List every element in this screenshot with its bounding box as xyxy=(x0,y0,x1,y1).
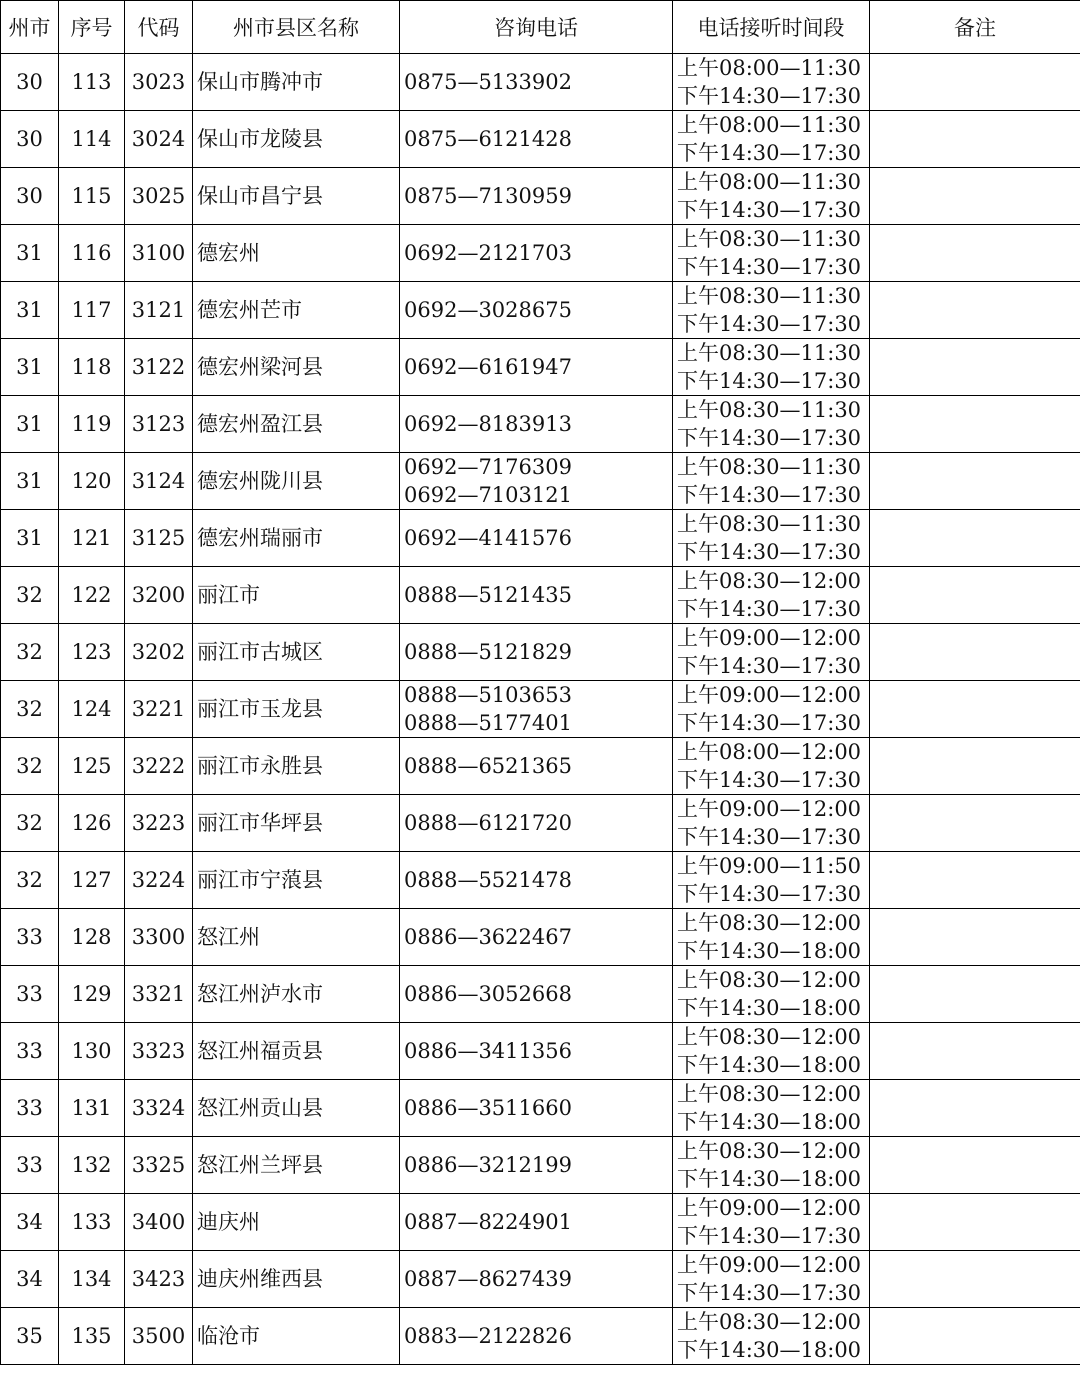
cell-code: 3222 xyxy=(125,738,193,795)
cell-name: 保山市腾冲市 xyxy=(193,54,400,111)
hours-morning: 上午08:00—11:30 xyxy=(677,56,862,80)
cell-seq: 124 xyxy=(59,681,125,738)
cell-note xyxy=(870,111,1080,168)
phone-number: 0888—6521365 xyxy=(404,754,572,778)
cell-hours xyxy=(673,624,870,681)
table-row xyxy=(1,624,1080,681)
cell-code: 3025 xyxy=(125,168,193,225)
cell-city: 35 xyxy=(1,1308,59,1365)
cell-city: 32 xyxy=(1,567,59,624)
hours-morning: 上午08:30—12:00 xyxy=(677,911,862,935)
cell-phone xyxy=(400,1137,673,1194)
cell-name: 德宏州芒市 xyxy=(193,282,400,339)
phone-number: 0888—5103653 xyxy=(404,683,572,707)
hours-afternoon: 下午14:30—18:00 xyxy=(677,1338,862,1362)
table-row xyxy=(1,681,1080,738)
cell-phone xyxy=(400,1023,673,1080)
cell-phone xyxy=(400,1308,673,1365)
hours-afternoon: 下午14:30—18:00 xyxy=(677,939,862,963)
table-row xyxy=(1,852,1080,909)
cell-name: 保山市昌宁县 xyxy=(193,168,400,225)
hours-morning: 上午08:30—11:30 xyxy=(677,398,862,422)
cell-city: 32 xyxy=(1,795,59,852)
hours-morning: 上午09:00—11:50 xyxy=(677,854,862,878)
hours-afternoon: 下午14:30—17:30 xyxy=(677,198,862,222)
table-row xyxy=(1,738,1080,795)
cell-phone xyxy=(400,111,673,168)
cell-seq: 130 xyxy=(59,1023,125,1080)
cell-hours xyxy=(673,282,870,339)
cell-phone xyxy=(400,54,673,111)
phone-number: 0886—3411356 xyxy=(404,1039,572,1063)
cell-phone xyxy=(400,909,673,966)
header-city: 州市 xyxy=(1,1,59,54)
hours-afternoon: 下午14:30—17:30 xyxy=(677,711,862,735)
cell-hours xyxy=(673,795,870,852)
cell-note xyxy=(870,795,1080,852)
table-row xyxy=(1,453,1080,510)
cell-name: 保山市龙陵县 xyxy=(193,111,400,168)
cell-name: 丽江市华坪县 xyxy=(193,795,400,852)
cell-note xyxy=(870,1251,1080,1308)
cell-hours xyxy=(673,966,870,1023)
cell-seq: 122 xyxy=(59,567,125,624)
cell-city: 33 xyxy=(1,909,59,966)
cell-phone xyxy=(400,225,673,282)
cell-phone xyxy=(400,852,673,909)
cell-seq: 113 xyxy=(59,54,125,111)
header-hours: 电话接听时间段 xyxy=(673,1,870,54)
cell-name: 怒江州兰坪县 xyxy=(193,1137,400,1194)
phone-number: 0888—6121720 xyxy=(404,811,572,835)
hours-morning: 上午08:00—12:00 xyxy=(677,740,862,764)
table-row xyxy=(1,1194,1080,1251)
cell-name: 迪庆州维西县 xyxy=(193,1251,400,1308)
cell-note xyxy=(870,396,1080,453)
hours-morning: 上午08:00—11:30 xyxy=(677,170,862,194)
cell-code: 3300 xyxy=(125,909,193,966)
table-row xyxy=(1,111,1080,168)
hours-morning: 上午08:30—12:00 xyxy=(677,1082,862,1106)
phone-number: 0888—5121829 xyxy=(404,640,572,664)
table-row xyxy=(1,339,1080,396)
phone-number: 0692—2121703 xyxy=(404,241,572,265)
cell-phone xyxy=(400,966,673,1023)
cell-note xyxy=(870,567,1080,624)
cell-code: 3202 xyxy=(125,624,193,681)
cell-seq: 126 xyxy=(59,795,125,852)
cell-note xyxy=(870,1023,1080,1080)
phone-number: 0883—2122826 xyxy=(404,1324,572,1348)
phone-number: 0888—5177401 xyxy=(404,711,572,735)
phone-number: 0692—4141576 xyxy=(404,526,572,550)
cell-phone xyxy=(400,396,673,453)
phone-number: 0886—3212199 xyxy=(404,1153,572,1177)
cell-name: 丽江市 xyxy=(193,567,400,624)
cell-seq: 131 xyxy=(59,1080,125,1137)
cell-name: 德宏州瑞丽市 xyxy=(193,510,400,567)
table-row xyxy=(1,54,1080,111)
cell-seq: 118 xyxy=(59,339,125,396)
phone-number: 0888—5121435 xyxy=(404,583,572,607)
cell-note xyxy=(870,624,1080,681)
cell-code: 3100 xyxy=(125,225,193,282)
cell-note xyxy=(870,168,1080,225)
table-row xyxy=(1,282,1080,339)
table-row xyxy=(1,510,1080,567)
table-row xyxy=(1,168,1080,225)
hours-morning: 上午08:30—11:30 xyxy=(677,455,862,479)
cell-code: 3125 xyxy=(125,510,193,567)
cell-city: 34 xyxy=(1,1251,59,1308)
hours-morning: 上午08:30—12:00 xyxy=(677,1310,862,1334)
cell-phone xyxy=(400,624,673,681)
cell-note xyxy=(870,282,1080,339)
hours-morning: 上午09:00—12:00 xyxy=(677,683,862,707)
cell-note xyxy=(870,1137,1080,1194)
phone-number: 0692—7176309 xyxy=(404,455,572,479)
table-row xyxy=(1,225,1080,282)
cell-code: 3423 xyxy=(125,1251,193,1308)
phone-number: 0886—3622467 xyxy=(404,925,572,949)
phone-number: 0886—3052668 xyxy=(404,982,572,1006)
cell-name: 德宏州梁河县 xyxy=(193,339,400,396)
cell-note xyxy=(870,852,1080,909)
phone-number: 0886—3511660 xyxy=(404,1096,572,1120)
hours-morning: 上午09:00—12:00 xyxy=(677,626,862,650)
table-row xyxy=(1,567,1080,624)
cell-city: 33 xyxy=(1,1023,59,1080)
cell-note xyxy=(870,1080,1080,1137)
cell-hours xyxy=(673,111,870,168)
cell-name: 怒江州 xyxy=(193,909,400,966)
cell-city: 31 xyxy=(1,225,59,282)
cell-code: 3223 xyxy=(125,795,193,852)
cell-phone xyxy=(400,339,673,396)
table-row xyxy=(1,909,1080,966)
hours-morning: 上午09:00—12:00 xyxy=(677,797,862,821)
cell-city: 31 xyxy=(1,282,59,339)
cell-hours xyxy=(673,339,870,396)
hours-morning: 上午08:30—12:00 xyxy=(677,1139,862,1163)
cell-city: 32 xyxy=(1,624,59,681)
cell-name: 丽江市宁蒗县 xyxy=(193,852,400,909)
hours-morning: 上午08:30—12:00 xyxy=(677,1025,862,1049)
cell-hours xyxy=(673,1194,870,1251)
cell-phone xyxy=(400,510,673,567)
hours-morning: 上午09:00—12:00 xyxy=(677,1196,862,1220)
phone-number: 0875—5133902 xyxy=(404,70,572,94)
cell-seq: 123 xyxy=(59,624,125,681)
cell-hours xyxy=(673,738,870,795)
cell-seq: 133 xyxy=(59,1194,125,1251)
table-row xyxy=(1,966,1080,1023)
cell-city: 32 xyxy=(1,681,59,738)
header-seq: 序号 xyxy=(59,1,125,54)
phone-number: 0692—3028675 xyxy=(404,298,572,322)
cell-name: 丽江市古城区 xyxy=(193,624,400,681)
cell-code: 3325 xyxy=(125,1137,193,1194)
cell-name: 怒江州泸水市 xyxy=(193,966,400,1023)
hours-morning: 上午08:30—12:00 xyxy=(677,968,862,992)
cell-name: 德宏州 xyxy=(193,225,400,282)
cell-hours xyxy=(673,54,870,111)
hours-afternoon: 下午14:30—17:30 xyxy=(677,768,862,792)
cell-seq: 120 xyxy=(59,453,125,510)
cell-code: 3321 xyxy=(125,966,193,1023)
cell-seq: 114 xyxy=(59,111,125,168)
hours-afternoon: 下午14:30—18:00 xyxy=(677,996,862,1020)
hours-afternoon: 下午14:30—18:00 xyxy=(677,1110,862,1134)
phone-number: 0888—5521478 xyxy=(404,868,572,892)
cell-note xyxy=(870,339,1080,396)
header-note: 备注 xyxy=(870,1,1080,54)
cell-hours xyxy=(673,396,870,453)
cell-code: 3024 xyxy=(125,111,193,168)
cell-seq: 129 xyxy=(59,966,125,1023)
cell-seq: 121 xyxy=(59,510,125,567)
hours-morning: 上午08:30—12:00 xyxy=(677,569,862,593)
cell-seq: 125 xyxy=(59,738,125,795)
cell-note xyxy=(870,1308,1080,1365)
cell-code: 3121 xyxy=(125,282,193,339)
cell-city: 32 xyxy=(1,852,59,909)
cell-seq: 135 xyxy=(59,1308,125,1365)
cell-hours xyxy=(673,1251,870,1308)
hours-morning: 上午09:00—12:00 xyxy=(677,1253,862,1277)
cell-hours xyxy=(673,1080,870,1137)
cell-hours xyxy=(673,510,870,567)
cell-city: 31 xyxy=(1,339,59,396)
cell-seq: 134 xyxy=(59,1251,125,1308)
cell-name: 迪庆州 xyxy=(193,1194,400,1251)
cell-phone xyxy=(400,1080,673,1137)
cell-code: 3123 xyxy=(125,396,193,453)
phone-number: 0875—7130959 xyxy=(404,184,572,208)
cell-city: 30 xyxy=(1,54,59,111)
hours-afternoon: 下午14:30—17:30 xyxy=(677,141,862,165)
cell-phone xyxy=(400,681,673,738)
hours-morning: 上午08:30—11:30 xyxy=(677,227,862,251)
cell-city: 30 xyxy=(1,111,59,168)
cell-phone xyxy=(400,1251,673,1308)
cell-seq: 115 xyxy=(59,168,125,225)
hours-afternoon: 下午14:30—17:30 xyxy=(677,84,862,108)
cell-note xyxy=(870,738,1080,795)
cell-city: 33 xyxy=(1,1137,59,1194)
table-row xyxy=(1,1137,1080,1194)
table-row xyxy=(1,1080,1080,1137)
cell-code: 3200 xyxy=(125,567,193,624)
table-row xyxy=(1,1251,1080,1308)
cell-name: 临沧市 xyxy=(193,1308,400,1365)
cell-seq: 127 xyxy=(59,852,125,909)
hours-afternoon: 下午14:30—17:30 xyxy=(677,483,862,507)
cell-code: 3124 xyxy=(125,453,193,510)
cell-code: 3221 xyxy=(125,681,193,738)
cell-phone xyxy=(400,738,673,795)
cell-hours xyxy=(673,453,870,510)
cell-city: 31 xyxy=(1,453,59,510)
cell-hours xyxy=(673,1137,870,1194)
cell-city: 31 xyxy=(1,510,59,567)
cell-name: 丽江市玉龙县 xyxy=(193,681,400,738)
cell-note xyxy=(870,966,1080,1023)
phone-number: 0875—6121428 xyxy=(404,127,572,151)
cell-city: 31 xyxy=(1,396,59,453)
cell-city: 34 xyxy=(1,1194,59,1251)
cell-hours xyxy=(673,681,870,738)
table-body xyxy=(1,54,1080,1365)
cell-city: 32 xyxy=(1,738,59,795)
hours-afternoon: 下午14:30—17:30 xyxy=(677,426,862,450)
cell-note xyxy=(870,909,1080,966)
cell-phone xyxy=(400,795,673,852)
hours-morning: 上午08:00—11:30 xyxy=(677,113,862,137)
cell-hours xyxy=(673,1308,870,1365)
table-row xyxy=(1,795,1080,852)
phone-number: 0692—7103121 xyxy=(404,483,572,507)
hours-afternoon: 下午14:30—17:30 xyxy=(677,312,862,336)
cell-code: 3400 xyxy=(125,1194,193,1251)
cell-note xyxy=(870,453,1080,510)
hours-afternoon: 下午14:30—17:30 xyxy=(677,597,862,621)
cell-city: 33 xyxy=(1,1080,59,1137)
cell-seq: 128 xyxy=(59,909,125,966)
hours-afternoon: 下午14:30—17:30 xyxy=(677,654,862,678)
cell-note xyxy=(870,510,1080,567)
cell-hours xyxy=(673,852,870,909)
cell-city: 30 xyxy=(1,168,59,225)
hours-afternoon: 下午14:30—17:30 xyxy=(677,255,862,279)
table-row xyxy=(1,1308,1080,1365)
hours-afternoon: 下午14:30—17:30 xyxy=(677,825,862,849)
table-row xyxy=(1,1023,1080,1080)
phone-number: 0692—6161947 xyxy=(404,355,572,379)
cell-code: 3324 xyxy=(125,1080,193,1137)
hours-afternoon: 下午14:30—18:00 xyxy=(677,1167,862,1191)
hours-afternoon: 下午14:30—18:00 xyxy=(677,1053,862,1077)
cell-phone xyxy=(400,282,673,339)
cell-seq: 116 xyxy=(59,225,125,282)
cell-code: 3323 xyxy=(125,1023,193,1080)
cell-hours xyxy=(673,1023,870,1080)
cell-city: 33 xyxy=(1,966,59,1023)
hours-afternoon: 下午14:30—17:30 xyxy=(677,1281,862,1305)
hours-morning: 上午08:30—11:30 xyxy=(677,341,862,365)
hours-afternoon: 下午14:30—17:30 xyxy=(677,369,862,393)
cell-phone xyxy=(400,567,673,624)
hours-afternoon: 下午14:30—17:30 xyxy=(677,1224,862,1248)
cell-code: 3500 xyxy=(125,1308,193,1365)
cell-name: 丽江市永胜县 xyxy=(193,738,400,795)
cell-name: 德宏州陇川县 xyxy=(193,453,400,510)
cell-phone xyxy=(400,1194,673,1251)
cell-name: 怒江州贡山县 xyxy=(193,1080,400,1137)
cell-code: 3023 xyxy=(125,54,193,111)
cell-code: 3122 xyxy=(125,339,193,396)
cell-code: 3224 xyxy=(125,852,193,909)
cell-note xyxy=(870,225,1080,282)
hours-morning: 上午08:30—11:30 xyxy=(677,512,862,536)
header-phone: 咨询电话 xyxy=(400,1,673,54)
phone-number: 0887—8224901 xyxy=(404,1210,572,1234)
cell-hours xyxy=(673,168,870,225)
phone-number: 0692—8183913 xyxy=(404,412,572,436)
cell-phone xyxy=(400,168,673,225)
header-row xyxy=(1,1,1080,54)
hours-morning: 上午08:30—11:30 xyxy=(677,284,862,308)
cell-hours xyxy=(673,909,870,966)
cell-hours xyxy=(673,567,870,624)
cell-seq: 117 xyxy=(59,282,125,339)
hours-afternoon: 下午14:30—17:30 xyxy=(677,882,862,906)
cell-note xyxy=(870,54,1080,111)
cell-note xyxy=(870,681,1080,738)
cell-seq: 119 xyxy=(59,396,125,453)
table-row xyxy=(1,396,1080,453)
cell-hours xyxy=(673,225,870,282)
cell-note xyxy=(870,1194,1080,1251)
cell-name: 怒江州福贡县 xyxy=(193,1023,400,1080)
cell-name: 德宏州盈江县 xyxy=(193,396,400,453)
phone-number: 0887—8627439 xyxy=(404,1267,572,1291)
header-code: 代码 xyxy=(125,1,193,54)
cell-phone xyxy=(400,453,673,510)
cell-seq: 132 xyxy=(59,1137,125,1194)
header-name: 州市县区名称 xyxy=(193,1,400,54)
hours-afternoon: 下午14:30—17:30 xyxy=(677,540,862,564)
